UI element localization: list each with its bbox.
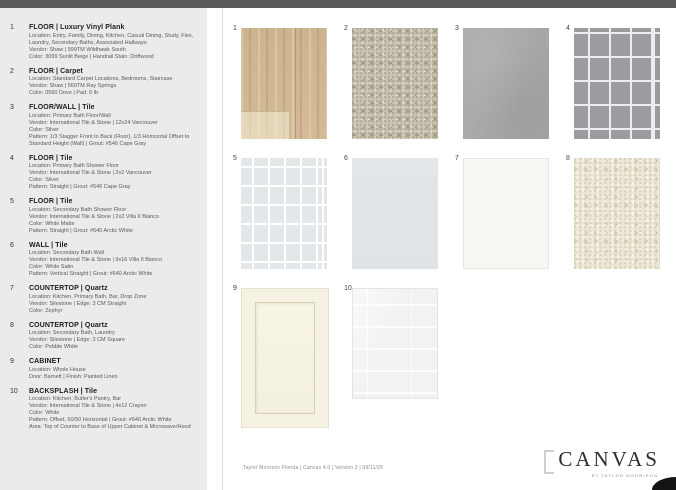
spec-line: Vendor: International Tile & Stone | 9x16 Villa II Bianco <box>29 257 163 263</box>
spec-item <box>8 388 204 432</box>
spec-line: Vendor: Shaw | 599TM Wildhawk South <box>29 46 126 53</box>
material-swatch-carpet <box>352 28 438 139</box>
spec-line: Location: Kitchen, Primary Bath, Bar, Drop Zone <box>29 293 147 300</box>
spec-item <box>8 242 204 279</box>
spec-line: Location: Secondary Bath Shower Floor <box>29 206 127 213</box>
spec-item-title: COUNTERTOP | Quartz <box>29 285 108 292</box>
swatch-cell <box>232 155 343 285</box>
swatch-cell <box>565 155 676 285</box>
material-swatch-crayon-backsplash-tile <box>352 288 438 399</box>
spec-line: Vendor: International Tile & Stone | 2x2 Villa II Bianco <box>29 213 160 220</box>
spec-line: Pattern: Vertical Straight | Grout: #640 Arctic White <box>29 271 153 277</box>
swatch-number: 2 <box>344 25 348 32</box>
swatch-number: 4 <box>566 25 570 32</box>
spec-line: Door: Barnett | Finish: Painted Linen <box>29 373 118 380</box>
spec-line: Color: White <box>29 410 60 416</box>
spec-item-details <box>29 396 207 431</box>
spec-item-number: 3 <box>10 104 14 111</box>
spec-item-details <box>29 207 207 235</box>
spec-item <box>8 358 204 381</box>
spec-item-title: FLOOR/WALL | Tile <box>29 104 95 111</box>
swatch-cell <box>343 285 454 415</box>
swatch-cell <box>565 25 676 155</box>
spec-item-title: FLOOR | Tile <box>29 154 73 162</box>
spec-item-title: FLOOR | Tile <box>29 198 73 205</box>
spec-line: Location: Kitchen, Butler's Pantry, Bar <box>29 396 122 402</box>
swatch-cell <box>343 155 454 285</box>
spec-line: Color: Silver <box>29 177 59 183</box>
spec-item-details <box>29 294 207 315</box>
spec-item <box>8 285 204 315</box>
logo-bracket-icon <box>544 450 554 474</box>
swatch-number: 5 <box>233 155 237 162</box>
spec-line: Color: 0560 Dove | Pad: 6 lb <box>29 90 98 96</box>
spec-item <box>8 104 204 148</box>
spec-item-details <box>29 76 207 97</box>
spec-line: Vendor: International Tile & Stone | 2x2 Vancouver <box>29 170 152 176</box>
spec-item <box>8 322 204 352</box>
swatch-number: 7 <box>455 155 459 162</box>
spec-line: Color: White Matte <box>29 220 75 227</box>
spec-item <box>8 198 204 235</box>
material-swatch-villa-ii-wall-tile <box>352 158 438 269</box>
spec-line: Location: Secondary Bath, Laundry <box>29 330 115 336</box>
material-swatch-vancouver-12x24-tile <box>463 28 549 139</box>
spec-item-details <box>29 330 207 351</box>
spec-line: Location: Primary Bath Shower Floor <box>29 163 119 169</box>
spec-line: Location: Entry, Family, Dining, Kitchen, Casual Dining, Study, Flex, Laundry, Secondary Baths, Associated Hallways <box>29 32 194 46</box>
spec-item-number: 2 <box>10 67 14 75</box>
spec-item-title: FLOOR | Carpet <box>29 67 83 75</box>
spec-item-number: 8 <box>10 321 14 329</box>
spec-line: Area: Top of Counter to Base of Upper Cabinet & Microwave/Hood <box>29 424 191 430</box>
document-footer: Taylor Morrison Florida | Canvas 4.0 | Version 2 | 09/11/25 <box>243 465 384 471</box>
canvas-logo <box>544 449 660 478</box>
logo-wordmark: CANVAS <box>558 447 660 471</box>
spec-line: Pattern: Offset, 50/50 Horizontal | Grout: #640 Arctic White <box>29 417 172 423</box>
spec-line: Location: Whole House <box>29 366 86 373</box>
spec-item-number: 1 <box>10 24 14 31</box>
logo-tagline: BY TAYLOR MORRISON <box>591 473 658 478</box>
swatch-cell <box>454 155 565 285</box>
material-swatch-quartz-zephyr <box>463 158 549 269</box>
swatch-grid <box>232 25 676 415</box>
swatch-cell <box>232 285 343 415</box>
spec-line: Vendor: Silestone | Edge: 3 CM Straight <box>29 300 127 307</box>
spec-item-number: 5 <box>10 198 14 205</box>
spec-item-details <box>29 113 207 148</box>
spec-line: Color: Pebble White <box>29 344 78 350</box>
swatch-cell <box>343 25 454 155</box>
spec-line: Location: Primary Bath Floor/Wall <box>29 112 111 119</box>
spec-item-details <box>29 250 207 278</box>
swatch-number: 1 <box>233 25 237 32</box>
swatch-cell <box>232 25 343 155</box>
spec-line: Color: 3099 Sunlit Beige | Handrail Stain: Driftwood <box>29 53 154 60</box>
spec-item-title: BACKSPLASH | Tile <box>29 387 98 395</box>
spec-line: Location: Standard Carpet Locations, Bedrooms, Staircase <box>29 76 173 82</box>
material-swatch-villa-ii-2x2-tile <box>241 158 327 269</box>
spec-line: Vendor: International Tile & Stone | 12x24 Vancouver <box>29 119 158 126</box>
spec-line: Color: Silver <box>29 126 59 133</box>
spec-item-number: 7 <box>10 285 14 292</box>
swatch-number: 8 <box>566 155 570 162</box>
spec-line: Pattern: Straight | Grout: #546 Cape Gray <box>29 184 131 190</box>
spec-line: Vendor: International Tile & Stone | 4x12 Crayon <box>29 403 147 409</box>
spec-item-details <box>29 367 207 381</box>
material-swatch-vancouver-2x2-tile <box>574 28 660 139</box>
spec-item-title: FLOOR | Luxury Vinyl Plank <box>29 24 125 31</box>
sidebar-divider <box>222 8 223 490</box>
spec-line: Color: Zephyr <box>29 307 63 314</box>
top-bar <box>0 0 676 8</box>
material-swatch-quartz-pebble-white <box>574 158 660 269</box>
swatch-number: 3 <box>455 25 459 32</box>
spec-sidebar <box>0 8 207 490</box>
spec-item-number: 10 <box>10 387 18 395</box>
spec-item-number: 6 <box>10 241 14 249</box>
spec-line: Vendor: Shaw | 560TM Ray Springs <box>29 83 117 89</box>
spec-line: Color: White Satin <box>29 264 74 270</box>
spec-line: Location: Secondary Bath Wall <box>29 250 105 256</box>
swatch-number: 6 <box>344 155 348 162</box>
spec-line: Pattern: 1/3 Stagger Front to Back (Floor), 1/3 Horizontal Offset to Standard Height (Wall) | Grout: #546 Cape Gray <box>29 133 190 147</box>
material-swatch-cabinet-door <box>241 288 329 428</box>
spec-item-title: CABINET <box>29 358 61 365</box>
spec-item <box>8 24 204 61</box>
swatch-number: 9 <box>233 285 237 292</box>
spec-item-details <box>29 33 207 61</box>
spec-line: Pattern: Straight | Grout: #640 Arctic White <box>29 227 133 234</box>
spec-item-title: WALL | Tile <box>29 241 68 249</box>
spec-item-number: 4 <box>10 154 14 162</box>
spec-item-title: COUNTERTOP | Quartz <box>29 321 108 329</box>
spec-item <box>8 68 204 98</box>
spec-item-number: 9 <box>10 358 14 365</box>
spec-item-details <box>29 163 207 191</box>
swatch-number: 10 <box>344 285 352 292</box>
spec-line: Vendor: Silestone | Edge: 3 CM Square <box>29 337 125 343</box>
swatch-cell <box>454 25 565 155</box>
page-corner-wedge-icon <box>652 477 676 490</box>
material-swatch-luxury-vinyl-plank <box>241 28 327 139</box>
spec-item <box>8 155 204 192</box>
